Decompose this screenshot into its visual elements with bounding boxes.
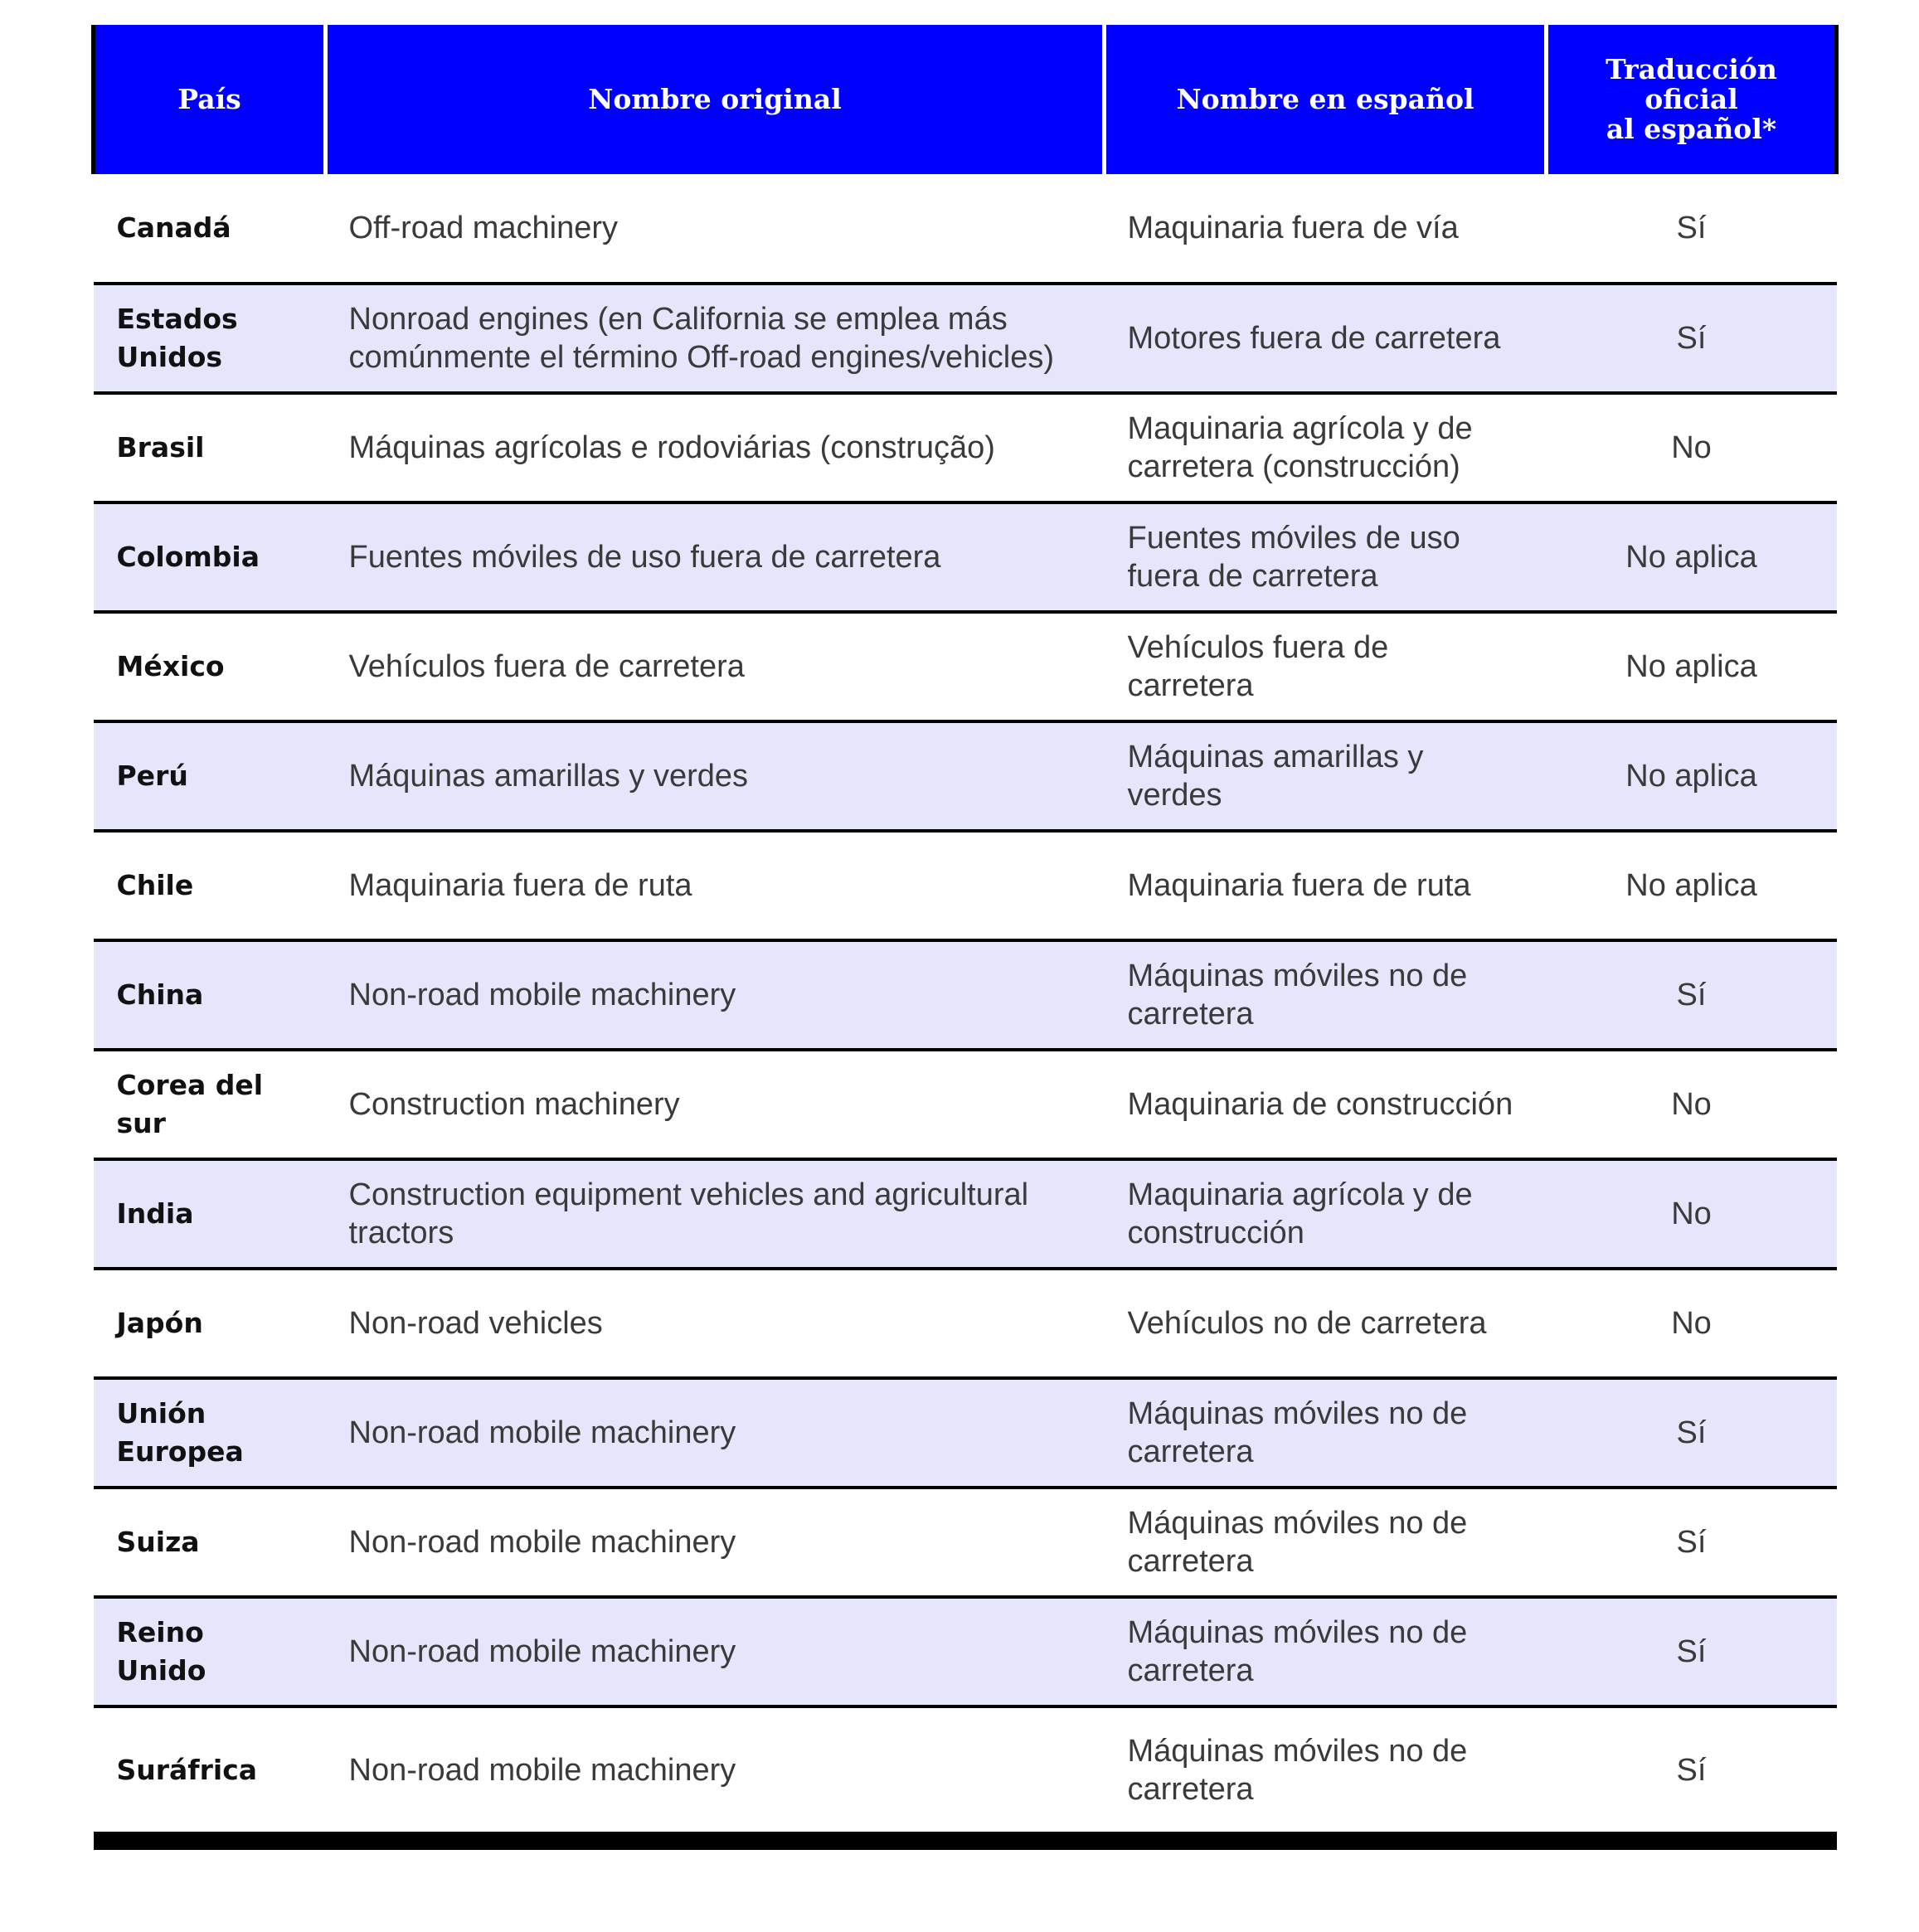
country-cell: Estados Unidos — [94, 284, 326, 393]
country-cell: México — [94, 612, 326, 721]
table-row — [94, 284, 1837, 393]
table-row — [94, 721, 1837, 831]
spanish-name-cell: Maquinaria de construcción — [1105, 1050, 1547, 1159]
official-translation-cell: No aplica — [1547, 502, 1837, 612]
spanish-name-cell: Máquinas móviles no de carretera — [1105, 940, 1547, 1050]
country-cell: Chile — [94, 831, 326, 940]
country-cell: India — [94, 1159, 326, 1269]
spanish-name-cell: Fuentes móviles de uso fuera de carretera — [1105, 502, 1547, 612]
country-cell: Perú — [94, 721, 326, 831]
country-cell: Suráfrica — [94, 1706, 326, 1841]
table-row — [94, 940, 1837, 1050]
official-translation-cell: No aplica — [1547, 612, 1837, 721]
table-body — [94, 174, 1837, 1841]
original-name-cell: Off-road machinery — [348, 211, 619, 245]
original-name-cell: Máquinas amarillas y verdes — [326, 721, 1105, 831]
table-header — [94, 25, 1837, 174]
table-row — [94, 1488, 1837, 1597]
original-name-cell: Non-road mobile machinery — [326, 1597, 1105, 1706]
original-name-cell: Maquinaria fuera de ruta — [326, 831, 1105, 940]
header-official-translation-line2: al español* — [1606, 113, 1777, 145]
country-cell: Canadá — [116, 211, 231, 244]
country-cell: Suiza — [94, 1488, 326, 1597]
country-cell: Unión Europea — [94, 1378, 326, 1488]
country-cell: Corea del sur — [94, 1050, 326, 1159]
spanish-name-cell: Maquinaria fuera de vía — [1127, 211, 1459, 245]
official-translation-cell: No — [1547, 1269, 1837, 1378]
country-cell: Reino Unido — [94, 1597, 326, 1706]
original-name-cell: Nonroad engines (en California se emplea más comúnmente el término Off-road engines/vehicles) — [326, 284, 1105, 393]
spanish-name-cell: Máquinas móviles no de carretera — [1105, 1597, 1547, 1706]
original-name-cell: Construction equipment vehicles and agricultural tractors — [326, 1159, 1105, 1269]
table-row — [94, 1378, 1837, 1488]
table-row — [94, 1159, 1837, 1269]
spanish-name-cell: Máquinas móviles no de carretera — [1105, 1488, 1547, 1597]
table-row — [94, 831, 1837, 940]
spanish-name-cell: Máquinas amarillas y verdes — [1105, 721, 1547, 831]
country-cell: Japón — [94, 1269, 326, 1378]
original-name-cell: Fuentes móviles de uso fuera de carretera — [326, 502, 1105, 612]
original-name-cell: Vehículos fuera de carretera — [326, 612, 1105, 721]
spanish-name-cell: Motores fuera de carretera — [1105, 284, 1547, 393]
official-translation-cell: Sí — [1547, 1706, 1837, 1841]
original-name-cell: Construction machinery — [326, 1050, 1105, 1159]
spanish-name-cell: Máquinas móviles no de carretera — [1105, 1378, 1547, 1488]
table-row — [94, 1269, 1837, 1378]
official-translation-cell: No — [1547, 393, 1837, 502]
official-translation-cell: No — [1547, 1159, 1837, 1269]
spanish-name-cell: Máquinas móviles no de carretera — [1105, 1706, 1547, 1841]
machinery-names-table — [91, 25, 1839, 1850]
original-name-cell: Non-road mobile machinery — [326, 1488, 1105, 1597]
header-row — [94, 25, 1837, 174]
official-translation-cell: Sí — [1547, 1378, 1837, 1488]
official-translation-cell: No aplica — [1547, 831, 1837, 940]
official-translation-cell: Sí — [1547, 1597, 1837, 1706]
original-name-cell: Máquinas agrícolas e rodoviárias (construção) — [326, 393, 1105, 502]
official-translation-cell: Sí — [1547, 1488, 1837, 1597]
header-official-translation-line1: Traducción oficial — [1606, 53, 1777, 115]
official-translation-cell: Sí — [1676, 211, 1707, 245]
official-translation-cell: No — [1547, 1050, 1837, 1159]
spanish-name-cell: Vehículos no de carretera — [1105, 1269, 1547, 1378]
spanish-name-cell: Maquinaria agrícola y de carretera (construcción) — [1105, 393, 1547, 502]
official-translation-cell: Sí — [1547, 940, 1837, 1050]
table-row — [94, 1597, 1837, 1706]
official-translation-cell: Sí — [1547, 284, 1837, 393]
table-row — [94, 1050, 1837, 1159]
header-official-translation — [1547, 25, 1837, 174]
table-row — [94, 1706, 1837, 1841]
official-translation-cell: No aplica — [1547, 721, 1837, 831]
header-spanish-name: Nombre en español — [1105, 25, 1547, 174]
table-row — [94, 612, 1837, 721]
original-name-cell: Non-road vehicles — [326, 1269, 1105, 1378]
country-cell: Colombia — [94, 502, 326, 612]
spanish-name-cell: Vehículos fuera de carretera — [1105, 612, 1547, 721]
table-row — [94, 393, 1837, 502]
table-row — [94, 502, 1837, 612]
header-original-name: Nombre original — [326, 25, 1105, 174]
country-cell: Brasil — [94, 393, 326, 502]
original-name-cell: Non-road mobile machinery — [326, 1706, 1105, 1841]
original-name-cell: Non-road mobile machinery — [326, 1378, 1105, 1488]
header-country: País — [94, 25, 326, 174]
original-name-cell: Non-road mobile machinery — [326, 940, 1105, 1050]
spanish-name-cell: Maquinaria fuera de ruta — [1105, 831, 1547, 940]
country-cell: China — [94, 940, 326, 1050]
table-row — [94, 174, 1837, 284]
spanish-name-cell: Maquinaria agrícola y de construcción — [1105, 1159, 1547, 1269]
